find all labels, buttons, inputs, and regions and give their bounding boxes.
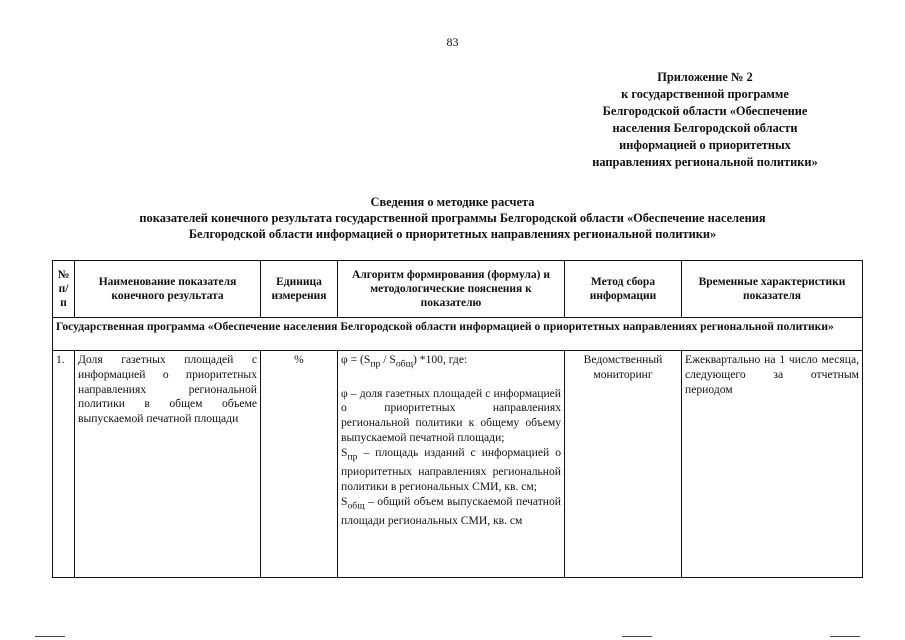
- row-num: 1.: [53, 351, 75, 578]
- spr-sub: пр: [347, 451, 358, 463]
- appendix-line: информацией о приоритетных: [619, 138, 791, 152]
- header-indicator-name: Наименование показателя конечного результата: [75, 261, 261, 318]
- formula-eq: = (S: [347, 353, 371, 366]
- header-algorithm: Алгоритм формирования (формула) и методологические пояснения к показателю: [338, 261, 565, 318]
- header-timing: Временные характеристики показателя: [682, 261, 863, 318]
- table-header-row: [53, 261, 863, 318]
- row-method: Ведомственный мониторинг: [565, 351, 682, 578]
- phi-symbol: φ: [341, 353, 348, 366]
- appendix-line: населения Белгородской области: [612, 121, 798, 135]
- appendix-line: направлениях региональной политики»: [592, 155, 818, 169]
- section-row: [53, 318, 863, 351]
- title-line: Белгородской области информацией о приоритетных направлениях региональной политики»: [188, 227, 717, 241]
- appendix-line: Белгородской области «Обеспечение: [602, 104, 808, 118]
- stotal-sub: общ: [347, 499, 365, 511]
- appendix-header: [560, 69, 850, 171]
- appendix-line: Приложение № 2: [657, 70, 753, 84]
- title-line: показателей конечного результата государственной программы Белгородской области «Обеспечение населения: [139, 211, 766, 225]
- row-unit: %: [261, 351, 338, 578]
- spr-symbol: S: [341, 445, 348, 459]
- header-unit: Единица измерения: [261, 261, 338, 318]
- formula-line: [341, 353, 561, 372]
- scan-artifact-line: [35, 636, 65, 637]
- spr-text: – площадь изданий с информацией о приоритетных направлениях региональной политики в региональных СМИ, кв. см;: [341, 445, 561, 493]
- page-number: 83: [446, 35, 459, 49]
- table-row: [53, 351, 863, 578]
- header-method: Метод сбора информации: [565, 261, 682, 318]
- formula-explanation-stotal: [341, 495, 561, 529]
- header-num: № п/п: [53, 261, 75, 318]
- appendix-line: к государственной программе: [621, 87, 789, 101]
- formula-sub-total: общ: [395, 358, 414, 370]
- methodology-table: [52, 260, 863, 578]
- formula-explanation-spr: [341, 446, 561, 495]
- row-indicator-name: Доля газетных площадей с информацией о приоритетных направлениях региональной политики в общем объеме выпускаемой печатной площади: [75, 351, 261, 578]
- stotal-symbol: S: [341, 494, 348, 508]
- document-title: [40, 194, 865, 242]
- formula-div: / S: [380, 353, 396, 366]
- section-title: Государственная программа «Обеспечение населения Белгородской области информацией о приоритетных направлениях региональной политики»: [53, 318, 863, 351]
- scan-artifact-line: [830, 636, 860, 637]
- scan-artifact-line: [622, 636, 652, 637]
- formula-tail: ) *100, где:: [413, 353, 468, 366]
- row-formula: [338, 351, 565, 578]
- formula-sub-pr: пр: [370, 358, 381, 370]
- formula-explanation-phi: φ – доля газетных площадей с информацией о приоритетных направлениях региональной политики к общему объему выпускаемой печатной площади;: [341, 386, 561, 444]
- row-timing: Ежеквартально на 1 число месяца, следующего за отчетным периодом: [682, 351, 863, 578]
- stotal-text: – общий объем выпускаемой печатной площади региональных СМИ, кв. см: [341, 494, 561, 527]
- title-line: Сведения о методике расчета: [370, 195, 535, 209]
